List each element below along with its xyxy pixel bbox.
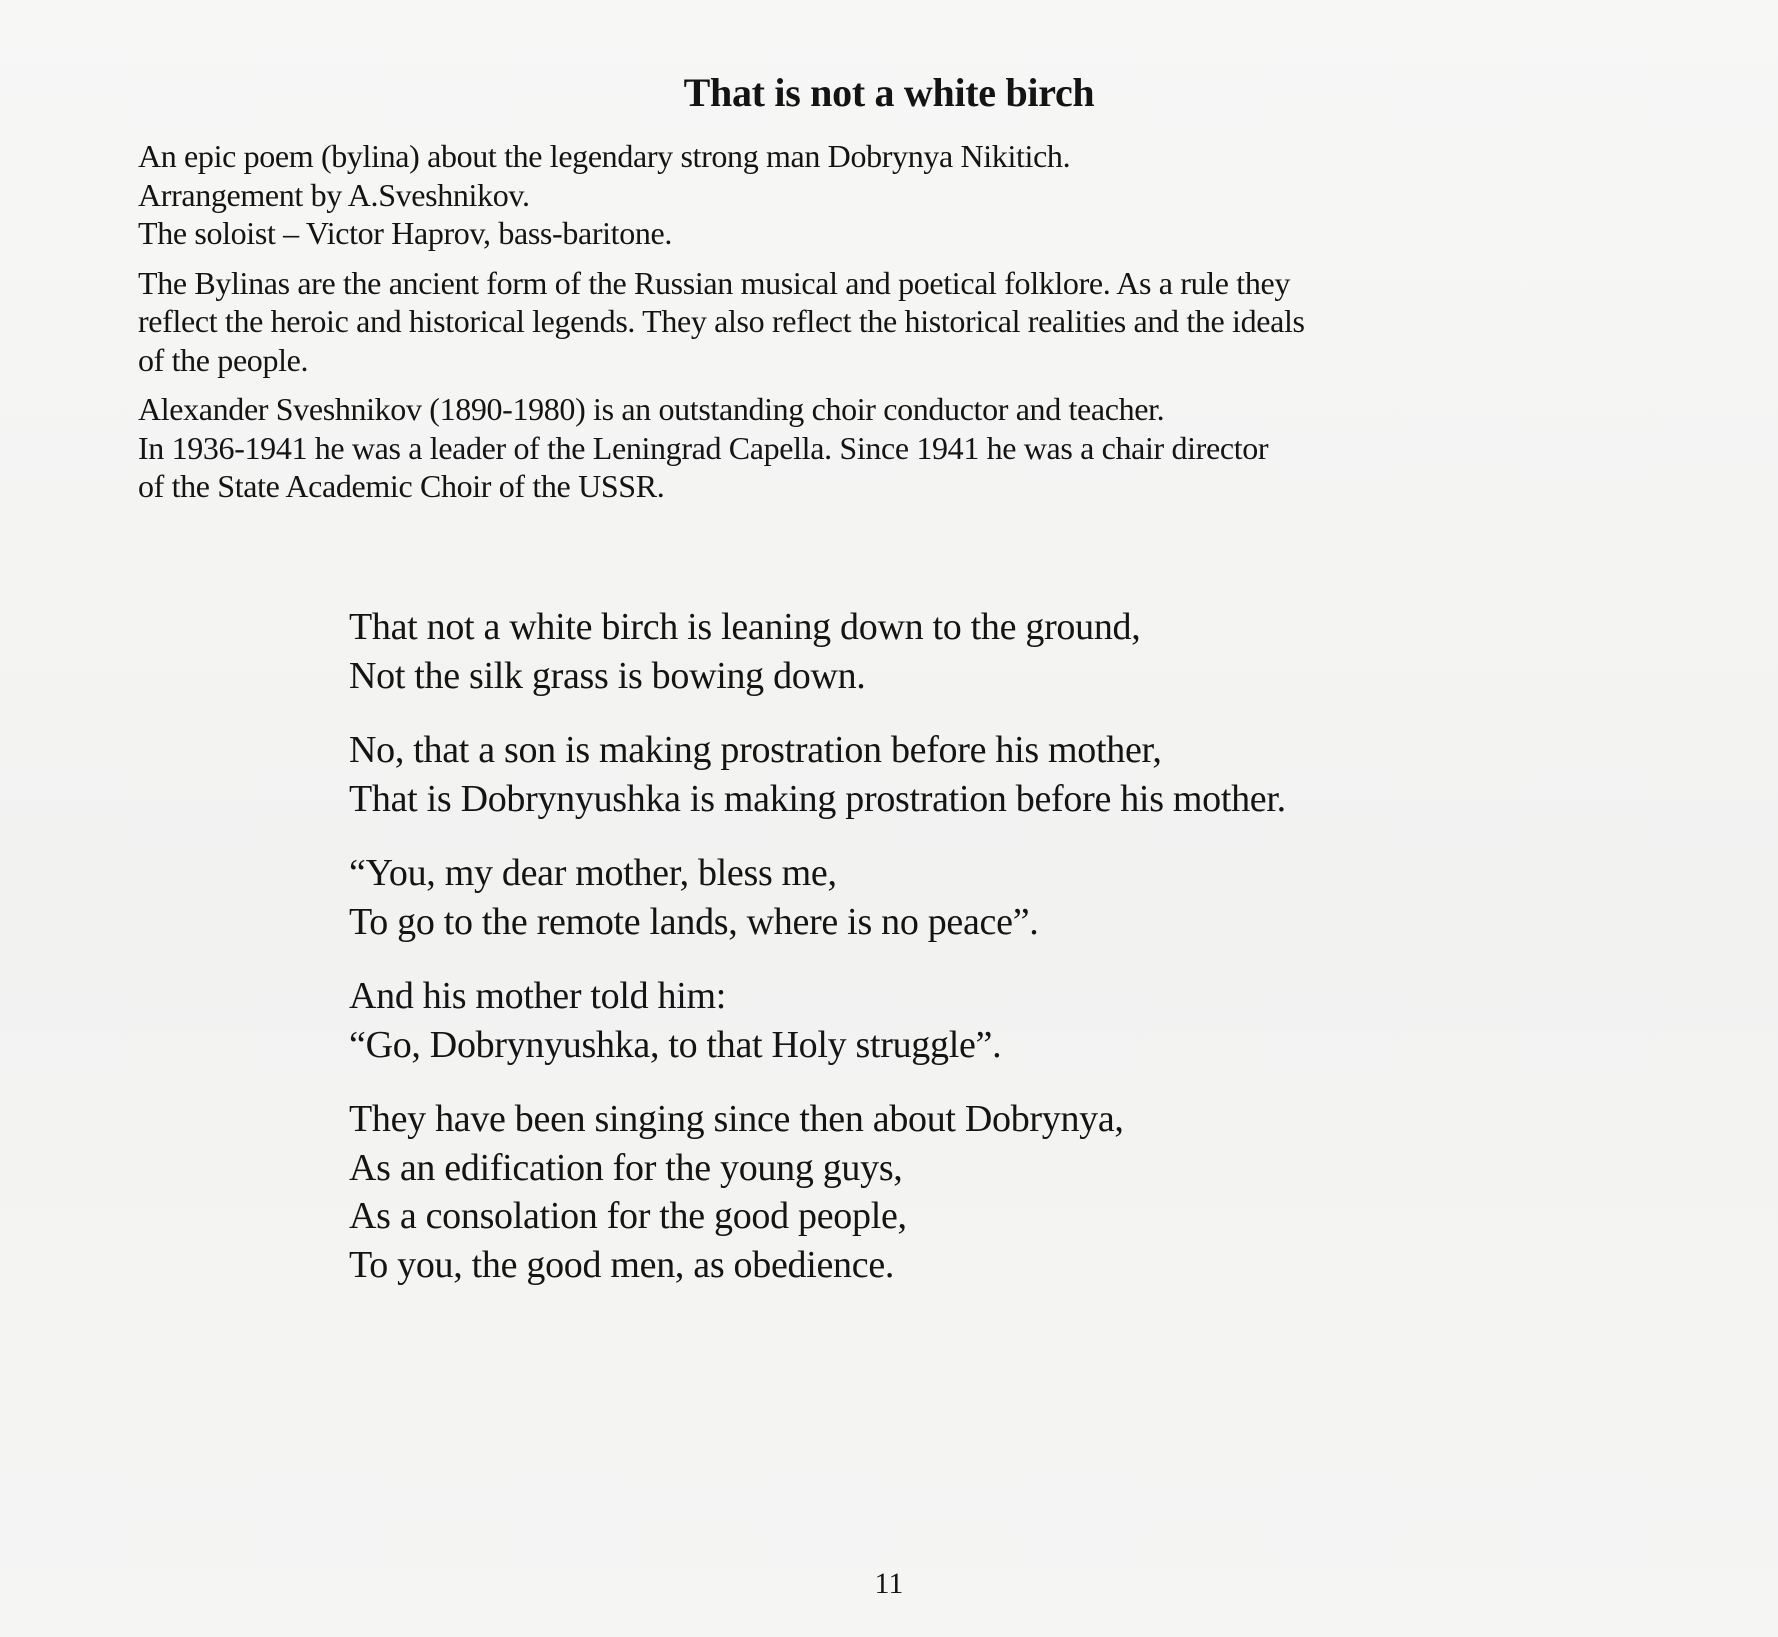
poem-stanza [349,1095,1599,1289]
poem-line: “Go, Dobrynyushka, to that Holy struggle”. [349,1023,1002,1066]
intro-paragraph-bylinas [138,264,1658,380]
poem-section [349,603,1599,1315]
poem-stanza [349,603,1599,700]
intro-line: of the people. [138,341,309,378]
intro-line: Alexander Sveshnikov (1890-1980) is an outstanding choir conductor and teacher. [138,391,1165,427]
intro-line: In 1936-1941 he was a leader of the Leningrad Capella. Since 1941 he was a chair director [138,429,1269,466]
intro-paragraph-credits [138,137,1658,253]
intro-section [138,137,1658,517]
page-title: That is not a white birch [683,70,1095,115]
intro-line: The soloist – Victor Haprov, bass-baritone. [138,215,673,251]
intro-line: Arrangement by A.Sveshnikov. [138,176,530,213]
poem-line: “You, my dear mother, bless me, [349,852,837,894]
poem-line: To go to the remote lands, where is no peace”. [349,900,1039,943]
page-number: 11 [874,1567,904,1600]
intro-paragraph-biography [138,390,1658,506]
intro-line: The Bylinas are the ancient form of the Russian musical and poetical folklore. As a rule they [138,264,1290,301]
poem-stanza [349,726,1599,823]
intro-line: of the State Academic Choir of the USSR. [138,468,665,504]
poem-line: As an edification for the young guys, [349,1146,903,1189]
poem-line: That is Dobrynyushka is making prostration before his mother. [349,777,1286,820]
poem-line: That not a white birch is leaning down to the ground, [349,606,1141,648]
poem-line: As a consolation for the good people, [349,1195,907,1237]
intro-line: reflect the heroic and historical legends. They also reflect the historical realities and the ideals [138,303,1305,339]
poem-line: And his mother told him: [349,975,727,1017]
poem-line: They have been singing since then about Dobrynya, [349,1098,1124,1140]
poem-line: Not the silk grass is bowing down. [349,654,866,697]
poem-stanza [349,972,1599,1069]
poem-line: No, that a son is making prostration before his mother, [349,729,1162,771]
intro-line: An epic poem (bylina) about the legendary strong man Dobrynya Nikitich. [138,138,1071,174]
poem-line: To you, the good men, as obedience. [349,1243,895,1286]
poem-stanza [349,849,1599,946]
